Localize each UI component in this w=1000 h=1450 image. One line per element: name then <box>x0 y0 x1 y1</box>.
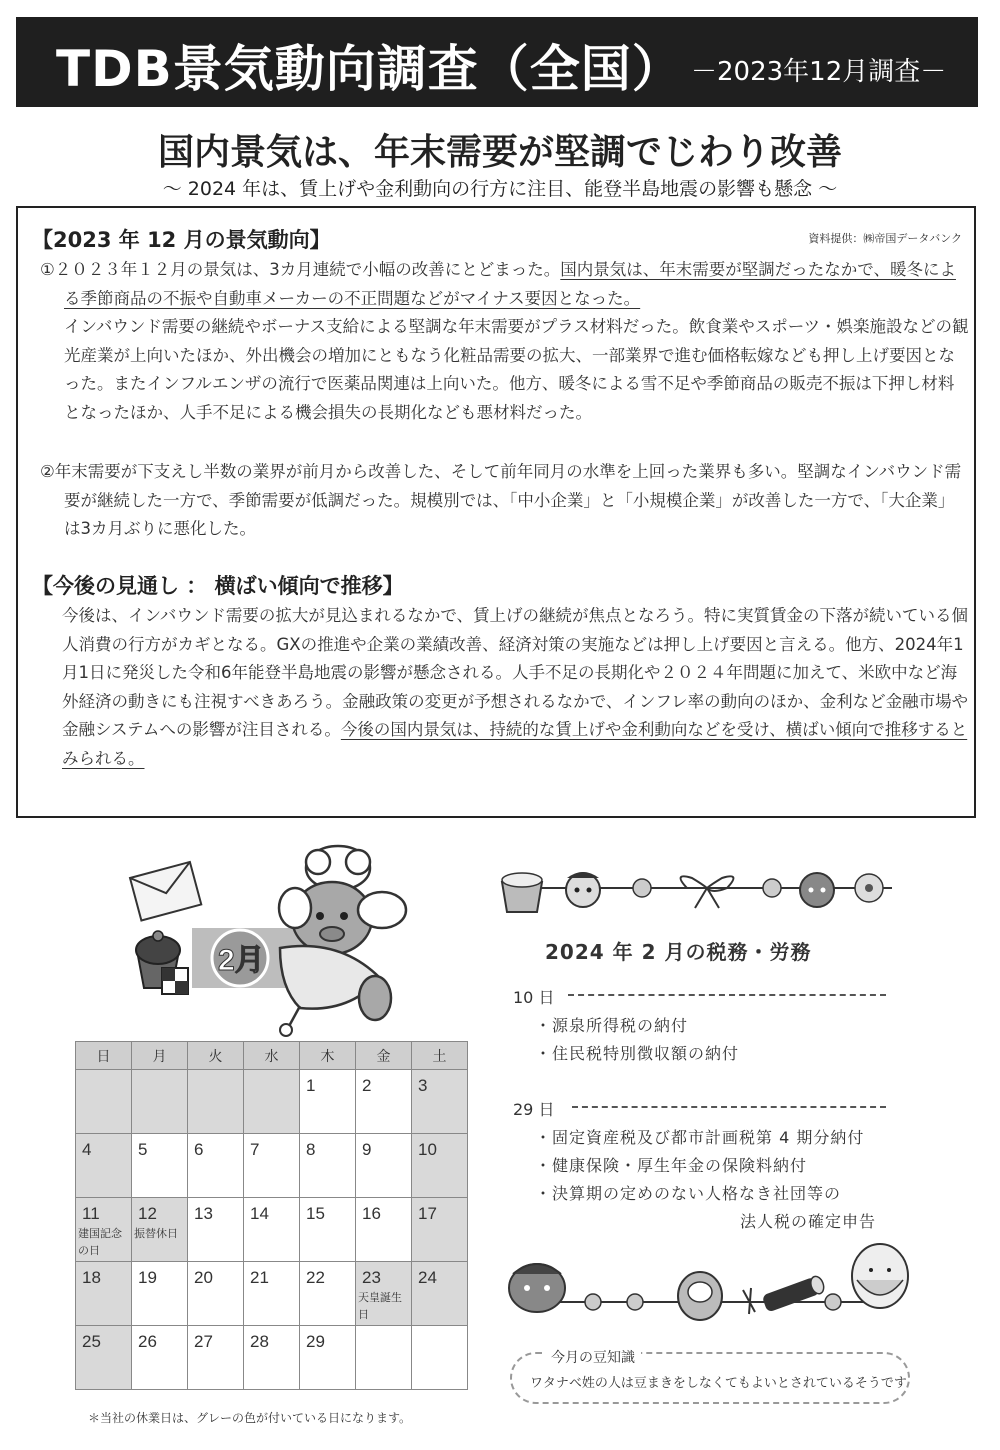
trivia-text: ワタナベ姓の人は豆まきをしなくてもよいとされているそうです <box>530 1376 907 1391</box>
trivia-label: 今月の豆知識 <box>545 1347 641 1367</box>
section1-title: 【2023 年 12 月の景気動向】 <box>32 228 331 252</box>
ribbon-knot-icon <box>681 876 734 908</box>
day-number: 21 <box>250 1268 269 1287</box>
calendar-day <box>356 1326 412 1390</box>
day-number: 8 <box>306 1140 316 1159</box>
calendar-day <box>412 1070 468 1134</box>
holiday-label: 天皇誕生日 <box>358 1292 402 1321</box>
day-number: 25 <box>82 1332 101 1351</box>
calendar-day <box>188 1198 244 1262</box>
p1-text: ①２０２３年１２月の景気は、3カ月連続で小幅の改善にとどまった。 <box>40 260 561 279</box>
survey-date: －2023年12月調査－ <box>691 57 947 87</box>
day-number: 22 <box>306 1268 325 1287</box>
calendar-day <box>300 1134 356 1198</box>
february-calendar <box>75 1041 468 1390</box>
calendar-week <box>76 1070 468 1134</box>
month-label: 2月 <box>218 944 265 977</box>
daruma-icon <box>678 1272 722 1320</box>
decoration-top <box>497 860 897 920</box>
tax-item: ・健康保険・厚生年金の保険料納付 <box>535 1156 808 1175</box>
day-number: 15 <box>306 1204 325 1223</box>
page-title: TDB景気動向調査（全国） <box>56 40 683 98</box>
calendar-day <box>132 1198 188 1262</box>
calendar-day <box>244 1198 300 1262</box>
weekday-header: 火 <box>188 1042 244 1070</box>
plum-flower-icon <box>585 1294 601 1310</box>
calendar-day <box>76 1070 132 1134</box>
gift-box-icon <box>162 968 188 994</box>
calendar-day <box>132 1326 188 1390</box>
calendar-day <box>244 1326 300 1390</box>
calendar-day <box>188 1326 244 1390</box>
tax-item-continued: 法人税の確定申告 <box>740 1212 877 1231</box>
day-number: 1 <box>306 1076 316 1095</box>
oni-mask-icon <box>566 872 600 907</box>
plum-flower-icon <box>825 1294 841 1310</box>
title-banner <box>16 17 978 107</box>
p1-rest: インバウンド需要の継続やボーナス支給による堅調な年末需要がプラス材料だった。飲食業やスポーツ・娯楽施設などの観光産業が上向いたほか、外出機会の増加にともなう化粧品需要の拡大、一部業界で進む価格転嫁なども押し上げ要因となった。またインフルエンザの流行で医薬品関連は上向いた。他方、暖冬による雪不足や季節商品の販売不振は下押し材料となったほか、人手不足による機会損失の長期化なども悪材料だった。 <box>64 317 969 422</box>
p1-underlined: 国内景気は、年末需要が堅調だったなかで、暖冬による季節商品の不振や自動車メーカーの不正問題などがマイナス要因となった。 <box>64 260 956 308</box>
outlook-underlined: 今後の国内景気は、持続的な賃上げや金利動向などを受け、横ばい傾向で推移するとみられる。 <box>62 720 968 768</box>
day-number: 10 <box>418 1140 437 1159</box>
dashed-divider <box>572 1106 886 1108</box>
day-number: 23 <box>362 1268 381 1287</box>
tax-item: ・源泉所得税の納付 <box>535 1016 689 1035</box>
p2-text: ②年末需要が下支えし半数の業界が前月から改善した、そして前年同月の水準を上回った業界も多い。堅調なインバウンド需要が継続した一方で、季節需要が低調だった。規模別では、「中小企業」と「小規模企業」が改善した一方で、「大企業」は3カ月ぶりに悪化した。 <box>40 462 962 538</box>
day-number: 12 <box>138 1204 157 1223</box>
weekday-header: 金 <box>356 1042 412 1070</box>
calendar-day <box>300 1198 356 1262</box>
calendar-day <box>244 1262 300 1326</box>
day-number: 16 <box>362 1204 381 1223</box>
section1-paragraph1 <box>40 256 970 427</box>
plum-flower-icon <box>627 1294 643 1310</box>
day-number: 3 <box>418 1076 428 1095</box>
section2-paragraph <box>62 602 970 773</box>
calendar-week <box>76 1326 468 1390</box>
tax-item: ・決算期の定めのない人格なき社団等の <box>535 1184 842 1203</box>
day-number: 5 <box>138 1140 148 1159</box>
weekday-header: 水 <box>244 1042 300 1070</box>
day-number: 28 <box>250 1332 269 1351</box>
calendar-day <box>188 1262 244 1326</box>
calendar-day <box>412 1262 468 1326</box>
calendar-day <box>412 1326 468 1390</box>
calendar-week <box>76 1134 468 1198</box>
calendar-day <box>244 1134 300 1198</box>
calendar-day <box>356 1198 412 1262</box>
calendar-day <box>356 1070 412 1134</box>
calendar-note: ＊当社の休業日は、グレーの色が付いている日になります。 <box>88 1411 412 1425</box>
day-number: 18 <box>82 1268 101 1287</box>
calendar-day <box>188 1070 244 1134</box>
weekday-header: 木 <box>300 1042 356 1070</box>
day-number: 19 <box>138 1268 157 1287</box>
holiday-label: 建国記念の日 <box>78 1228 122 1257</box>
plum-flower-icon <box>633 879 651 897</box>
weekday-header: 土 <box>412 1042 468 1070</box>
plum-flower-icon <box>855 874 883 902</box>
headline: 国内景気は、年末需要が堅調でじわり改善 <box>157 132 842 173</box>
plum-flower-icon <box>763 879 781 897</box>
calendar-day <box>188 1134 244 1198</box>
dashed-divider <box>568 994 886 996</box>
calendar-week <box>76 1262 468 1326</box>
day-number: 20 <box>194 1268 213 1287</box>
tax-date-10: 10 日 <box>513 988 555 1007</box>
bean-box-icon <box>502 873 542 912</box>
section1-paragraph2 <box>40 458 970 544</box>
calendar-day <box>356 1262 412 1326</box>
calendar-day <box>300 1070 356 1134</box>
day-number: 13 <box>194 1204 213 1223</box>
oni-mask-icon <box>800 873 834 907</box>
day-number: 6 <box>194 1140 204 1159</box>
calendar-day <box>300 1262 356 1326</box>
calendar-week <box>76 1198 468 1262</box>
calendar-day <box>132 1070 188 1134</box>
calendar-day <box>356 1134 412 1198</box>
tax-section-title: 2024 年 2 月の税務・労務 <box>545 940 812 964</box>
day-number: 7 <box>250 1140 260 1159</box>
calendar-day <box>132 1262 188 1326</box>
day-number: 11 <box>82 1204 100 1223</box>
ehomaki-roll-icon <box>762 1275 826 1313</box>
day-number: 4 <box>82 1140 92 1159</box>
calendar-day <box>132 1134 188 1198</box>
day-number: 27 <box>194 1332 213 1351</box>
holiday-label: 振替休日 <box>134 1228 178 1240</box>
source-credit: 資料提供：㈱帝国データバンク <box>808 232 962 245</box>
calendar-day <box>300 1326 356 1390</box>
report-box <box>16 206 976 818</box>
tax-item: ・固定資産税及び都市計画税第 4 期分納付 <box>535 1128 865 1147</box>
calendar-day <box>244 1070 300 1134</box>
day-number: 26 <box>138 1332 157 1351</box>
calendar-day <box>76 1134 132 1198</box>
day-number: 9 <box>362 1140 372 1159</box>
section2-title: 【今後の見通し ： 横ばい傾向で推移】 <box>32 574 404 598</box>
calendar-day <box>412 1198 468 1262</box>
envelope-icon <box>130 862 201 921</box>
day-number: 24 <box>418 1268 437 1287</box>
tax-date-29: 29 日 <box>513 1100 555 1119</box>
calendar-illustration <box>120 838 420 1038</box>
oni-mask-icon <box>509 1264 565 1312</box>
calendar-day <box>76 1262 132 1326</box>
tax-item: ・住民税特別徴収額の納付 <box>535 1044 740 1063</box>
day-number: 14 <box>250 1204 269 1223</box>
day-number: 29 <box>306 1332 325 1351</box>
weekday-header: 月 <box>132 1042 188 1070</box>
decoration-bottom <box>505 1240 915 1330</box>
subheadline: ～ 2024 年は、賃上げや金利動向の行方に注目、能登半島地震の影響も懸念 ～ <box>162 178 838 200</box>
day-number: 17 <box>418 1204 437 1223</box>
calendar-day <box>412 1134 468 1198</box>
calendar-day <box>76 1198 132 1262</box>
day-number: 2 <box>362 1076 372 1095</box>
calendar-day <box>76 1326 132 1390</box>
weekday-header: 日 <box>76 1042 132 1070</box>
outlook-text: 今後は、インバウンド需要の拡大が見込まれるなかで、賃上げの継続が焦点となろう。特に実質賃金の下落が続いている個人消費の行方がカギとなる。GXの推進や企業の業績改善、経済対策の実施などは押し上げ要因と言える。他方、2024年1月1日に発災した令和6年能登半島地震の影響が懸念される。人手不足の長期化や２０２４年問題に加えて、米欧中など海外経済の動きにも注視すべきあろう。金融政策の変更が予想されるなかで、インフレ率の動向のほか、金利など金融市場や金融システムへの影響が注目される。 <box>62 606 969 739</box>
otafuku-mask-icon <box>852 1244 908 1308</box>
